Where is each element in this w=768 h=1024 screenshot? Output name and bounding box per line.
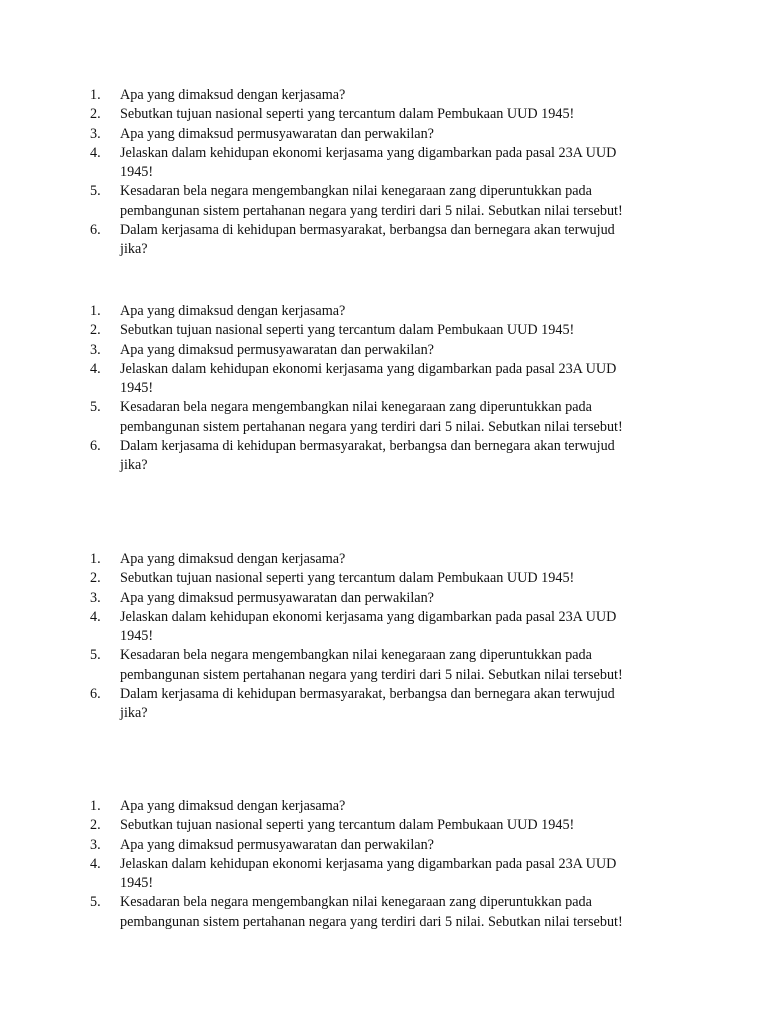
question-number: 2. bbox=[90, 322, 101, 339]
question-item bbox=[90, 816, 690, 835]
question-text: Sebutkan tujuan nasional seperti yang tercantum dalam Pembukaan UUD 1945! bbox=[120, 322, 575, 339]
question-item bbox=[90, 341, 690, 360]
question-number: 3. bbox=[90, 341, 101, 358]
question-text: Apa yang dimaksud permusyawaratan dan perwakilan? bbox=[120, 125, 434, 142]
question-item bbox=[90, 569, 690, 588]
question-item bbox=[90, 360, 690, 399]
question-text: Kesadaran bela negara mengembangkan nilai kenegaraan zang diperuntukkan pada pembangunan sistem pertahanan negara yang terdiri dari 5 nilai. Sebutkan nilai tersebut! bbox=[120, 894, 623, 930]
question-number: 3. bbox=[90, 125, 101, 142]
question-item bbox=[90, 836, 690, 855]
question-number: 2. bbox=[90, 570, 101, 587]
question-text: Sebutkan tujuan nasional seperti yang tercantum dalam Pembukaan UUD 1945! bbox=[120, 570, 575, 587]
question-number: 1. bbox=[90, 303, 101, 319]
question-text: Jelaskan dalam kehidupan ekonomi kerjasama yang digambarkan pada pasal 23A UUD 1945! bbox=[120, 608, 617, 645]
question-number: 3. bbox=[90, 836, 101, 853]
question-number: 4. bbox=[90, 360, 101, 377]
question-number: 6. bbox=[90, 686, 101, 703]
question-text: Sebutkan tujuan nasional seperti yang tercantum dalam Pembukaan UUD 1945! bbox=[120, 106, 575, 123]
question-text: Apa yang dimaksud dengan kerjasama? bbox=[120, 798, 346, 814]
question-item bbox=[90, 893, 690, 932]
question-number: 5. bbox=[90, 399, 101, 416]
question-text: Apa yang dimaksud permusyawaratan dan perwakilan? bbox=[120, 341, 434, 358]
question-number: 5. bbox=[90, 894, 101, 911]
question-list-1 bbox=[90, 86, 690, 260]
question-text: Dalam kerjasama di kehidupan bermasyarakat, berbangsa dan bernegara akan terwujud jika? bbox=[120, 222, 615, 258]
question-item bbox=[90, 646, 690, 685]
question-item bbox=[90, 398, 690, 437]
question-item bbox=[90, 550, 690, 569]
question-item bbox=[90, 797, 690, 816]
question-item bbox=[90, 86, 690, 105]
question-item bbox=[90, 608, 690, 647]
question-text: Jelaskan dalam kehidupan ekonomi kerjasama yang digambarkan pada pasal 23A UUD 1945! bbox=[120, 360, 617, 397]
question-number: 2. bbox=[90, 106, 101, 123]
question-item bbox=[90, 302, 690, 321]
question-list-2 bbox=[90, 302, 690, 476]
question-text: Apa yang dimaksud dengan kerjasama? bbox=[120, 87, 346, 103]
question-number: 6. bbox=[90, 438, 101, 455]
question-number: 3. bbox=[90, 589, 101, 606]
question-item bbox=[90, 125, 690, 144]
question-number: 5. bbox=[90, 647, 101, 664]
question-text: Kesadaran bela negara mengembangkan nilai kenegaraan zang diperuntukkan pada pembangunan sistem pertahanan negara yang terdiri dari 5 nilai. Sebutkan nilai tersebut! bbox=[120, 399, 623, 435]
question-number: 4. bbox=[90, 608, 101, 625]
question-number: 1. bbox=[90, 798, 101, 814]
question-number: 6. bbox=[90, 222, 101, 239]
question-text: Dalam kerjasama di kehidupan bermasyarakat, berbangsa dan bernegara akan terwujud jika? bbox=[120, 438, 615, 474]
question-number: 4. bbox=[90, 855, 101, 872]
question-number: 2. bbox=[90, 817, 101, 834]
question-number: 1. bbox=[90, 551, 101, 567]
question-text: Jelaskan dalam kehidupan ekonomi kerjasama yang digambarkan pada pasal 23A UUD 1945! bbox=[120, 144, 617, 181]
question-text: Dalam kerjasama di kehidupan bermasyarakat, berbangsa dan bernegara akan terwujud jika? bbox=[120, 686, 615, 722]
question-text: Apa yang dimaksud dengan kerjasama? bbox=[120, 551, 346, 567]
question-item bbox=[90, 182, 690, 221]
question-number: 5. bbox=[90, 183, 101, 200]
question-list-3 bbox=[90, 550, 690, 724]
question-list-4 bbox=[90, 797, 690, 932]
question-number: 4. bbox=[90, 144, 101, 161]
question-item bbox=[90, 105, 690, 124]
question-text: Kesadaran bela negara mengembangkan nilai kenegaraan zang diperuntukkan pada pembangunan sistem pertahanan negara yang terdiri dari 5 nilai. Sebutkan nilai tersebut! bbox=[120, 183, 623, 219]
question-item bbox=[90, 685, 690, 724]
question-text: Sebutkan tujuan nasional seperti yang tercantum dalam Pembukaan UUD 1945! bbox=[120, 817, 575, 834]
question-text: Jelaskan dalam kehidupan ekonomi kerjasama yang digambarkan pada pasal 23A UUD 1945! bbox=[120, 855, 617, 892]
question-item bbox=[90, 144, 690, 183]
question-item bbox=[90, 589, 690, 608]
question-text: Apa yang dimaksud permusyawaratan dan perwakilan? bbox=[120, 836, 434, 853]
question-item bbox=[90, 221, 690, 260]
question-number: 1. bbox=[90, 87, 101, 103]
question-text: Apa yang dimaksud permusyawaratan dan perwakilan? bbox=[120, 589, 434, 606]
question-item bbox=[90, 437, 690, 476]
question-item bbox=[90, 321, 690, 340]
question-item bbox=[90, 855, 690, 894]
question-text: Apa yang dimaksud dengan kerjasama? bbox=[120, 303, 346, 319]
question-text: Kesadaran bela negara mengembangkan nilai kenegaraan zang diperuntukkan pada pembangunan sistem pertahanan negara yang terdiri dari 5 nilai. Sebutkan nilai tersebut! bbox=[120, 647, 623, 683]
